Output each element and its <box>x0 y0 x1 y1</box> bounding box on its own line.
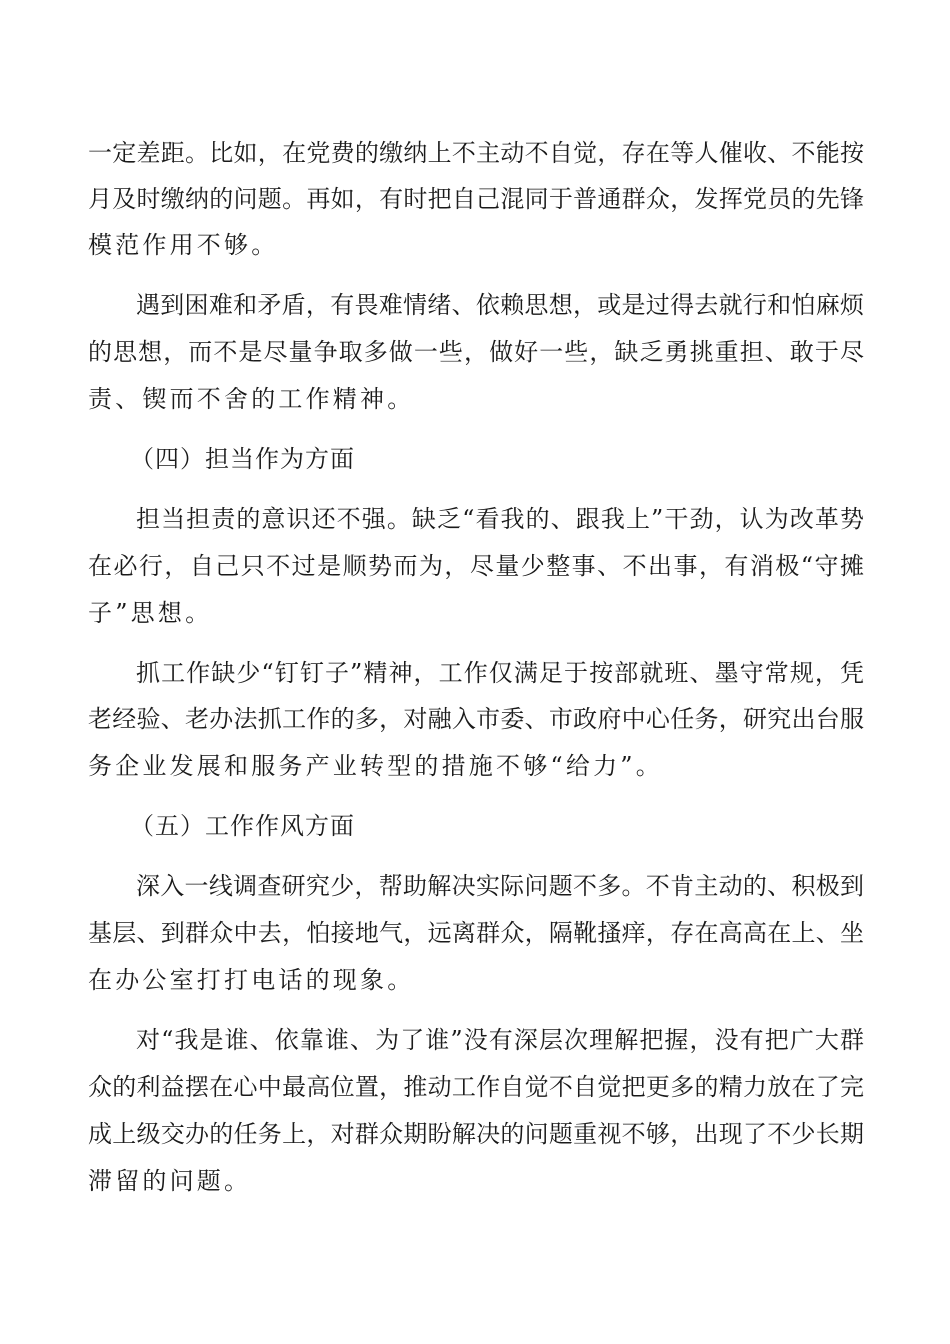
text-line: 在办公室打打电话的现象。 <box>88 966 415 994</box>
text-line: 老经验、老办法抓工作的多，对融入市委、市政府中心任务，研究出台服 <box>88 705 864 733</box>
text-line: 担当担责的意识还不强。缺乏“看我的、跟我上”干劲，认为改革势 <box>136 505 864 533</box>
text-line: 对“我是谁、依靠谁、为了谁”没有深层次理解把握，没有把广大群 <box>136 1026 864 1054</box>
text-line: 深入一线调查研究少，帮助解决实际问题不多。不肯主动的、积极到 <box>136 872 864 900</box>
text-line: 抓工作缺少“钉钉子”精神，工作仅满足于按部就班、墨守常规，凭 <box>136 659 864 687</box>
text-line: 遇到困难和矛盾，有畏难情绪、依赖思想，或是过得去就行和怕麻烦 <box>136 291 864 319</box>
text-line: 责、锲而不舍的工作精神。 <box>88 385 415 413</box>
text-line: 滞留的问题。 <box>88 1167 252 1195</box>
text-line: 成上级交办的任务上，对群众期盼解决的问题重视不够，出现了不少长期 <box>88 1120 864 1148</box>
text-line: 的思想，而不是尽量争取多做一些，做好一些，缺乏勇挑重担、敢于尽 <box>88 338 864 366</box>
text-line: 月及时缴纳的问题。再如，有时把自己混同于普通群众，发挥党员的先锋 <box>88 185 864 213</box>
text-line: 在必行，自己只不过是顺势而为，尽量少整事、不出事，有消极“守摊 <box>88 552 864 580</box>
text-line: 众的利益摆在心中最高位置，推动工作自觉不自觉把更多的精力放在了完 <box>88 1073 864 1101</box>
text-line: 一定差距。比如，在党费的缴纳上不主动不自觉，存在等人催收、不能按 <box>88 139 864 167</box>
text-line: 务企业发展和服务产业转型的措施不够“给力”。 <box>88 752 663 780</box>
section-heading: （四）担当作为方面 <box>130 445 355 473</box>
text-line: 子”思想。 <box>88 599 213 627</box>
text-line: 基层、到群众中去，怕接地气，远离群众，隔靴搔痒，存在高高在上、坐 <box>88 919 864 947</box>
section-heading: （五）工作作风方面 <box>130 812 355 840</box>
text-line: 模范作用不够。 <box>88 231 279 259</box>
